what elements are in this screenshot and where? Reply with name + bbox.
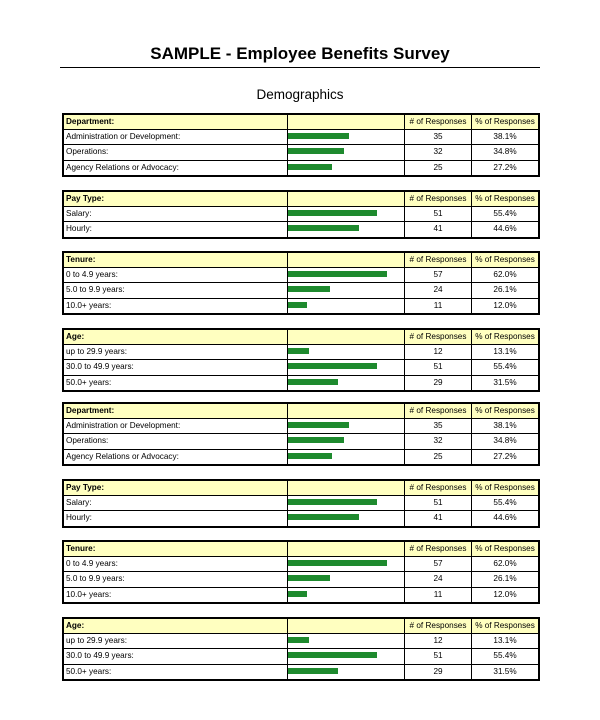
table-row	[63, 496, 539, 511]
count-column-header: # of Responses	[405, 329, 472, 345]
response-count: 51	[405, 207, 472, 222]
section-subtitle: Demographics	[256, 87, 344, 102]
response-percent: 44.6%	[472, 511, 540, 527]
count-column-header: # of Responses	[405, 191, 472, 207]
response-percent: 55.4%	[472, 360, 540, 375]
response-percent: 12.0%	[472, 298, 540, 314]
section-header-bar-cell	[288, 618, 405, 634]
count-column-header: # of Responses	[405, 252, 472, 268]
section-header-bar-cell	[288, 541, 405, 557]
bar-cell	[288, 222, 405, 238]
response-bar	[288, 379, 338, 385]
response-percent: 31.5%	[472, 375, 540, 391]
row-label: Salary:	[63, 207, 288, 222]
response-count: 25	[405, 449, 472, 465]
response-percent: 26.1%	[472, 572, 540, 587]
section-header-bar-cell	[288, 191, 405, 207]
row-label: 10.0+ years:	[66, 589, 112, 599]
response-bar	[288, 668, 338, 674]
count-column-header: # of Responses	[405, 114, 472, 130]
response-count: 29	[405, 375, 472, 391]
response-percent: 27.2%	[472, 449, 540, 465]
section-header-label: Pay Type:	[63, 191, 288, 207]
survey-section-table	[62, 190, 540, 239]
section-header-label: Tenure:	[63, 252, 288, 268]
response-count: 29	[405, 664, 472, 680]
title-divider	[60, 67, 540, 68]
response-percent: 12.0%	[472, 587, 540, 603]
percent-column-header: % of Responses	[472, 114, 540, 130]
table-row	[63, 345, 539, 360]
table-row	[63, 160, 539, 176]
response-percent: 26.1%	[472, 283, 540, 298]
survey-section-table	[62, 251, 540, 315]
section-header-row	[63, 618, 539, 634]
response-bar	[288, 225, 359, 231]
response-count: 24	[405, 572, 472, 587]
bar-cell	[288, 557, 405, 572]
bar-cell	[288, 511, 405, 527]
section-header-row	[63, 329, 539, 345]
response-bar	[288, 148, 344, 154]
bar-cell	[288, 345, 405, 360]
bar-cell	[288, 130, 405, 145]
response-count: 51	[405, 360, 472, 375]
bar-cell	[288, 434, 405, 449]
response-bar	[288, 164, 332, 170]
response-bar	[288, 422, 349, 428]
bar-cell	[288, 207, 405, 222]
table-row	[63, 375, 539, 391]
response-count: 32	[405, 145, 472, 160]
table-row	[63, 557, 539, 572]
response-bar	[288, 652, 377, 658]
response-bar	[288, 133, 349, 139]
table-row	[63, 222, 539, 238]
row-label: Agency Relations or Advocacy:	[66, 451, 179, 461]
table-row	[63, 360, 539, 375]
row-label: 50.0+ years:	[66, 666, 112, 676]
row-label: Administration or Development:	[63, 130, 288, 145]
response-count: 35	[405, 419, 472, 434]
bar-cell	[288, 664, 405, 680]
section-header-row	[63, 541, 539, 557]
response-count: 41	[405, 511, 472, 527]
section-header-label: Department:	[63, 403, 288, 419]
response-count: 25	[405, 160, 472, 176]
response-bar	[288, 514, 359, 520]
response-percent: 27.2%	[472, 160, 540, 176]
response-count: 51	[405, 649, 472, 664]
response-percent: 62.0%	[472, 268, 540, 283]
response-percent: 34.8%	[472, 145, 540, 160]
row-label: up to 29.9 years:	[63, 345, 288, 360]
count-column-header: # of Responses	[405, 541, 472, 557]
bar-cell	[288, 160, 405, 176]
survey-section-table	[62, 617, 540, 681]
percent-column-header: % of Responses	[472, 618, 540, 634]
section-header-bar-cell	[288, 480, 405, 496]
table-row	[63, 449, 539, 465]
section-header-label: Age:	[63, 329, 288, 345]
percent-column-header: % of Responses	[472, 480, 540, 496]
row-label: 5.0 to 9.9 years:	[63, 283, 288, 298]
response-bar	[288, 575, 330, 581]
response-bar	[288, 499, 377, 505]
response-count: 51	[405, 496, 472, 511]
response-bar	[288, 637, 309, 643]
section-header-bar-cell	[288, 114, 405, 130]
row-label: Operations:	[63, 145, 288, 160]
table-row	[63, 434, 539, 449]
bar-cell	[288, 268, 405, 283]
count-column-header: # of Responses	[405, 618, 472, 634]
survey-section-table	[62, 328, 540, 392]
response-bar	[288, 271, 387, 277]
response-count: 57	[405, 268, 472, 283]
bar-cell	[288, 572, 405, 587]
table-row	[63, 649, 539, 664]
response-count: 41	[405, 222, 472, 238]
bar-cell	[288, 587, 405, 603]
section-header-row	[63, 191, 539, 207]
response-count: 11	[405, 298, 472, 314]
survey-section-table	[62, 540, 540, 604]
response-percent: 31.5%	[472, 664, 540, 680]
row-label: Administration or Development:	[63, 419, 288, 434]
percent-column-header: % of Responses	[472, 329, 540, 345]
response-bar	[288, 560, 387, 566]
bar-cell	[288, 419, 405, 434]
response-percent: 13.1%	[472, 634, 540, 649]
section-header-row	[63, 480, 539, 496]
response-percent: 44.6%	[472, 222, 540, 238]
response-count: 57	[405, 557, 472, 572]
section-header-label: Age:	[63, 618, 288, 634]
bar-cell	[288, 449, 405, 465]
response-percent: 34.8%	[472, 434, 540, 449]
table-row	[63, 268, 539, 283]
bar-cell	[288, 283, 405, 298]
response-percent: 13.1%	[472, 345, 540, 360]
response-bar	[288, 302, 307, 308]
bar-cell	[288, 375, 405, 391]
bar-cell	[288, 649, 405, 664]
row-label: up to 29.9 years:	[63, 634, 288, 649]
section-header-bar-cell	[288, 403, 405, 419]
row-label: Hourly:	[66, 224, 92, 234]
row-label: 5.0 to 9.9 years:	[63, 572, 288, 587]
percent-column-header: % of Responses	[472, 191, 540, 207]
row-label: 0 to 4.9 years:	[63, 268, 288, 283]
response-bar	[288, 363, 377, 369]
row-label: Salary:	[63, 496, 288, 511]
response-count: 35	[405, 130, 472, 145]
response-percent: 62.0%	[472, 557, 540, 572]
section-header-row	[63, 252, 539, 268]
response-count: 12	[405, 634, 472, 649]
bar-cell	[288, 360, 405, 375]
response-percent: 55.4%	[472, 207, 540, 222]
bar-cell	[288, 634, 405, 649]
response-bar	[288, 437, 344, 443]
table-row	[63, 587, 539, 603]
response-count: 12	[405, 345, 472, 360]
table-row	[63, 207, 539, 222]
survey-section-table	[62, 402, 540, 466]
response-bar	[288, 453, 332, 459]
count-column-header: # of Responses	[405, 480, 472, 496]
response-bar	[288, 591, 307, 597]
row-label: Hourly:	[66, 513, 92, 523]
row-label: 10.0+ years:	[66, 300, 112, 310]
section-header-label: Tenure:	[63, 541, 288, 557]
response-percent: 55.4%	[472, 649, 540, 664]
table-row	[63, 130, 539, 145]
bar-cell	[288, 298, 405, 314]
row-label: Agency Relations or Advocacy:	[66, 162, 179, 172]
response-percent: 55.4%	[472, 496, 540, 511]
row-label: 30.0 to 49.9 years:	[63, 360, 288, 375]
table-row	[63, 511, 539, 527]
table-row	[63, 664, 539, 680]
percent-column-header: % of Responses	[472, 403, 540, 419]
row-label: Operations:	[63, 434, 288, 449]
bar-cell	[288, 145, 405, 160]
row-label: 50.0+ years:	[66, 377, 112, 387]
response-count: 24	[405, 283, 472, 298]
table-row	[63, 572, 539, 587]
table-row	[63, 145, 539, 160]
section-header-row	[63, 114, 539, 130]
survey-section-table	[62, 479, 540, 528]
response-percent: 38.1%	[472, 130, 540, 145]
response-bar	[288, 210, 377, 216]
section-header-label: Department:	[63, 114, 288, 130]
bar-cell	[288, 496, 405, 511]
table-row	[63, 634, 539, 649]
percent-column-header: % of Responses	[472, 541, 540, 557]
table-row	[63, 298, 539, 314]
row-label: 30.0 to 49.9 years:	[63, 649, 288, 664]
response-percent: 38.1%	[472, 419, 540, 434]
table-row	[63, 283, 539, 298]
percent-column-header: % of Responses	[472, 252, 540, 268]
response-count: 11	[405, 587, 472, 603]
section-header-bar-cell	[288, 252, 405, 268]
survey-section-table	[62, 113, 540, 177]
response-bar	[288, 286, 330, 292]
section-header-row	[63, 403, 539, 419]
section-header-label: Pay Type:	[63, 480, 288, 496]
response-count: 32	[405, 434, 472, 449]
section-header-bar-cell	[288, 329, 405, 345]
count-column-header: # of Responses	[405, 403, 472, 419]
response-bar	[288, 348, 309, 354]
row-label: 0 to 4.9 years:	[63, 557, 288, 572]
table-row	[63, 419, 539, 434]
page-title: SAMPLE - Employee Benefits Survey	[150, 44, 450, 63]
